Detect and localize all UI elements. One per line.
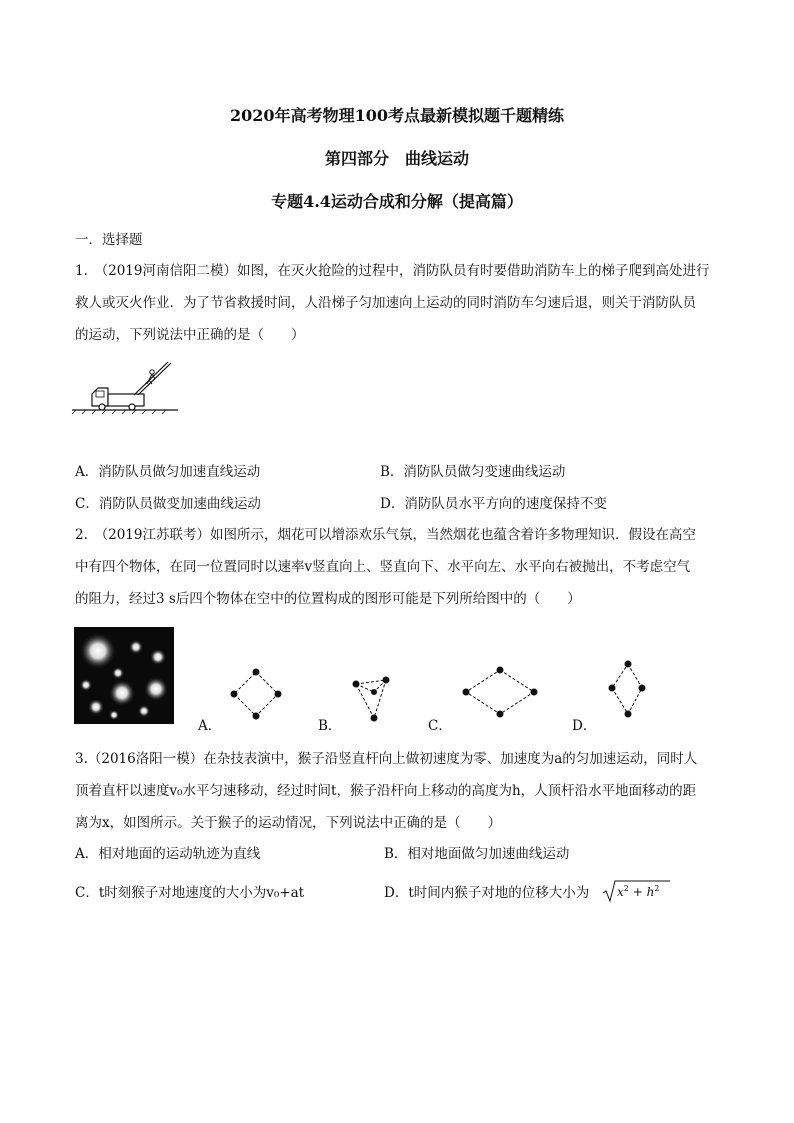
fire-truck-figure [72, 362, 182, 414]
topic-title: 专题4.4运动合成和分解（提高篇） [271, 192, 523, 211]
formula-h: h [646, 885, 655, 899]
q1-option-b: B．消防队员做匀变速曲线运动 [380, 464, 566, 480]
q2-figure-d [600, 658, 660, 722]
q2-line3: 的阻力，经过3 s后四个物体在空中的位置构成的图形可能是下列所给图中的（ ） [75, 591, 581, 607]
q3-line2: 顶着直杆以速度v₀水平匀速移动，经过时间t，猴子沿杆向上移动的高度为h，人顶杆沿水平地面移动的距 [75, 783, 697, 799]
part-title: 第四部分 曲线运动 [324, 149, 469, 168]
q2-figure-a [226, 666, 286, 726]
formula-plus: + [628, 885, 647, 899]
q3-option-c: C．t时刻猴子对地速度的大小为v₀+at [75, 885, 305, 901]
q2-line1: 2. （2019江苏联考）如图所示，烟花可以增添欢乐气氛，当然烟花也蕴含着许多物理知识．假设在高空 [75, 527, 696, 543]
q1-line1: 1. （2019河南信阳二模）如图，在灭火抢险的过程中，消防队员有时要借助消防车上的梯子爬到高处进行 [75, 263, 710, 279]
q2-line2: 中有四个物体，在同一位置同时以速率v竖直向上、竖直向下、水平向左、水平向右被抛出，不考虑空气 [75, 559, 691, 575]
q3-option-a: A．相对地面的运动轨迹为直线 [75, 846, 261, 862]
q2-label-b: B． [318, 718, 342, 734]
q1-line3: 的运动，下列说法中正确的是（ ） [75, 327, 305, 343]
fireworks-photo [74, 627, 174, 724]
q2-label-d: D． [572, 718, 597, 734]
q1-option-d: D．消防队员水平方向的速度保持不变 [380, 496, 607, 512]
q3-option-d: D．t时间内猴子对地的位移大小为 [384, 885, 590, 901]
q1-line2: 救人或灭火作业．为了节省救援时间，人沿梯子匀加速向上运动的同时消防车匀速后退，则关于消防队员 [75, 295, 696, 311]
q3-line1: 3.（2016洛阳一模）在杂技表演中，猴子沿竖直杆向上做初速度为零、加速度为a的匀加速运动，同时人 [75, 751, 698, 767]
q2-figure-b [346, 672, 406, 732]
q1-option-c: C．消防队员做变加速曲线运动 [75, 496, 261, 512]
formula-exp-h: 2 [654, 884, 660, 893]
q3-option-b: B．相对地面做匀加速曲线运动 [384, 846, 570, 862]
formula-exp-x: 2 [623, 884, 629, 893]
q2-figure-c [456, 664, 546, 724]
q3-formula [602, 879, 672, 903]
q3-line3: 离为x，如图所示。关于猴子的运动情况，下列说法中正确的是（ ） [75, 815, 502, 831]
section-heading: 一．选择题 [75, 232, 143, 248]
q1-option-a: A．消防队员做匀加速直线运动 [75, 464, 261, 480]
q2-label-c: C． [428, 718, 452, 734]
formula-radicand [617, 884, 659, 899]
formula-x: x [617, 885, 624, 899]
q2-label-a: A． [198, 718, 222, 734]
document-title: 2020年高考物理100考点最新模拟题千题精练 [230, 106, 564, 125]
